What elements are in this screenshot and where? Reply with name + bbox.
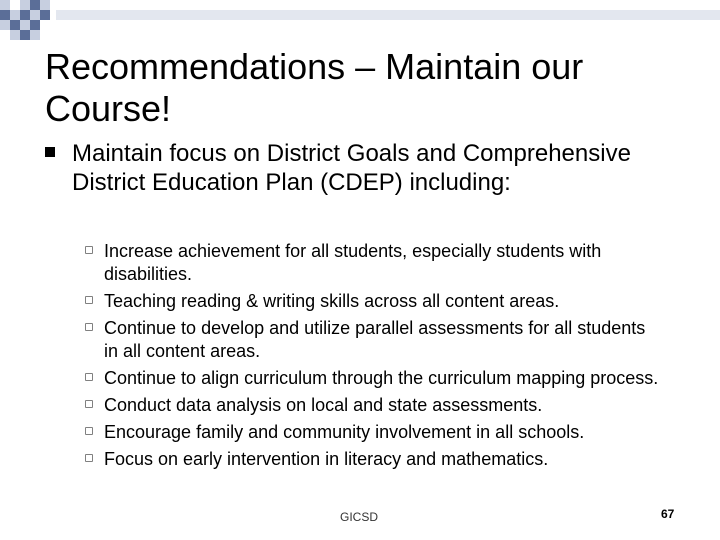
hollow-square-bullet-icon: [85, 427, 93, 435]
sub-bullet-item: [84, 448, 664, 471]
sub-bullet-text: Increase achievement for all students, especially students with disabilities.: [104, 241, 602, 284]
slide-footer: GICSD: [340, 510, 379, 524]
deco-block: [30, 10, 40, 20]
deco-block: [30, 30, 40, 40]
sub-bullet-text: Conduct data analysis on local and state assessments.: [104, 395, 543, 415]
deco-block: [10, 20, 20, 30]
deco-header-bar: [56, 10, 720, 20]
deco-block: [40, 10, 50, 20]
sub-bullet-text: Encourage family and community involvement in all schools.: [104, 422, 585, 442]
deco-block: [30, 20, 40, 30]
hollow-square-bullet-icon: [85, 454, 93, 462]
deco-block: [20, 0, 30, 10]
sub-bullet-item: [84, 367, 664, 390]
square-bullet-icon: [45, 147, 55, 157]
sub-bullet-text: Continue to align curriculum through the curriculum mapping process.: [104, 368, 659, 388]
hollow-square-bullet-icon: [85, 323, 93, 331]
deco-block: [10, 10, 20, 20]
main-bullet-text: Maintain focus on District Goals and Comprehensive District Education Plan (CDEP) including:: [72, 140, 631, 196]
sub-bullet-text: Teaching reading & writing skills across all content areas.: [104, 291, 560, 311]
deco-block: [40, 0, 50, 10]
deco-block: [20, 20, 30, 30]
deco-block: [0, 20, 10, 30]
deco-block: [30, 0, 40, 10]
hollow-square-bullet-icon: [85, 400, 93, 408]
hollow-square-bullet-icon: [85, 246, 93, 254]
deco-block: [20, 30, 30, 40]
slide-title: Recommendations – Maintain our Course!: [45, 46, 584, 129]
sub-bullet-item: [84, 240, 664, 286]
sub-bullet-item: [84, 421, 664, 444]
sub-bullet-text: Focus on early intervention in literacy and mathematics.: [104, 449, 549, 469]
sub-bullet-text: Continue to develop and utilize parallel assessments for all students in all content areas.: [104, 318, 646, 361]
deco-block: [20, 10, 30, 20]
sub-bullet-item: [84, 317, 664, 363]
hollow-square-bullet-icon: [85, 373, 93, 381]
deco-block: [0, 10, 10, 20]
page-number: 67: [661, 507, 675, 521]
sub-bullet-item: [84, 394, 664, 417]
sub-bullet-item: [84, 290, 664, 313]
deco-block: [10, 30, 20, 40]
decorative-header-pattern: [0, 0, 720, 46]
deco-block: [0, 0, 10, 10]
deco-block: [10, 0, 20, 10]
hollow-square-bullet-icon: [85, 296, 93, 304]
sub-bullet-list: [84, 240, 664, 475]
